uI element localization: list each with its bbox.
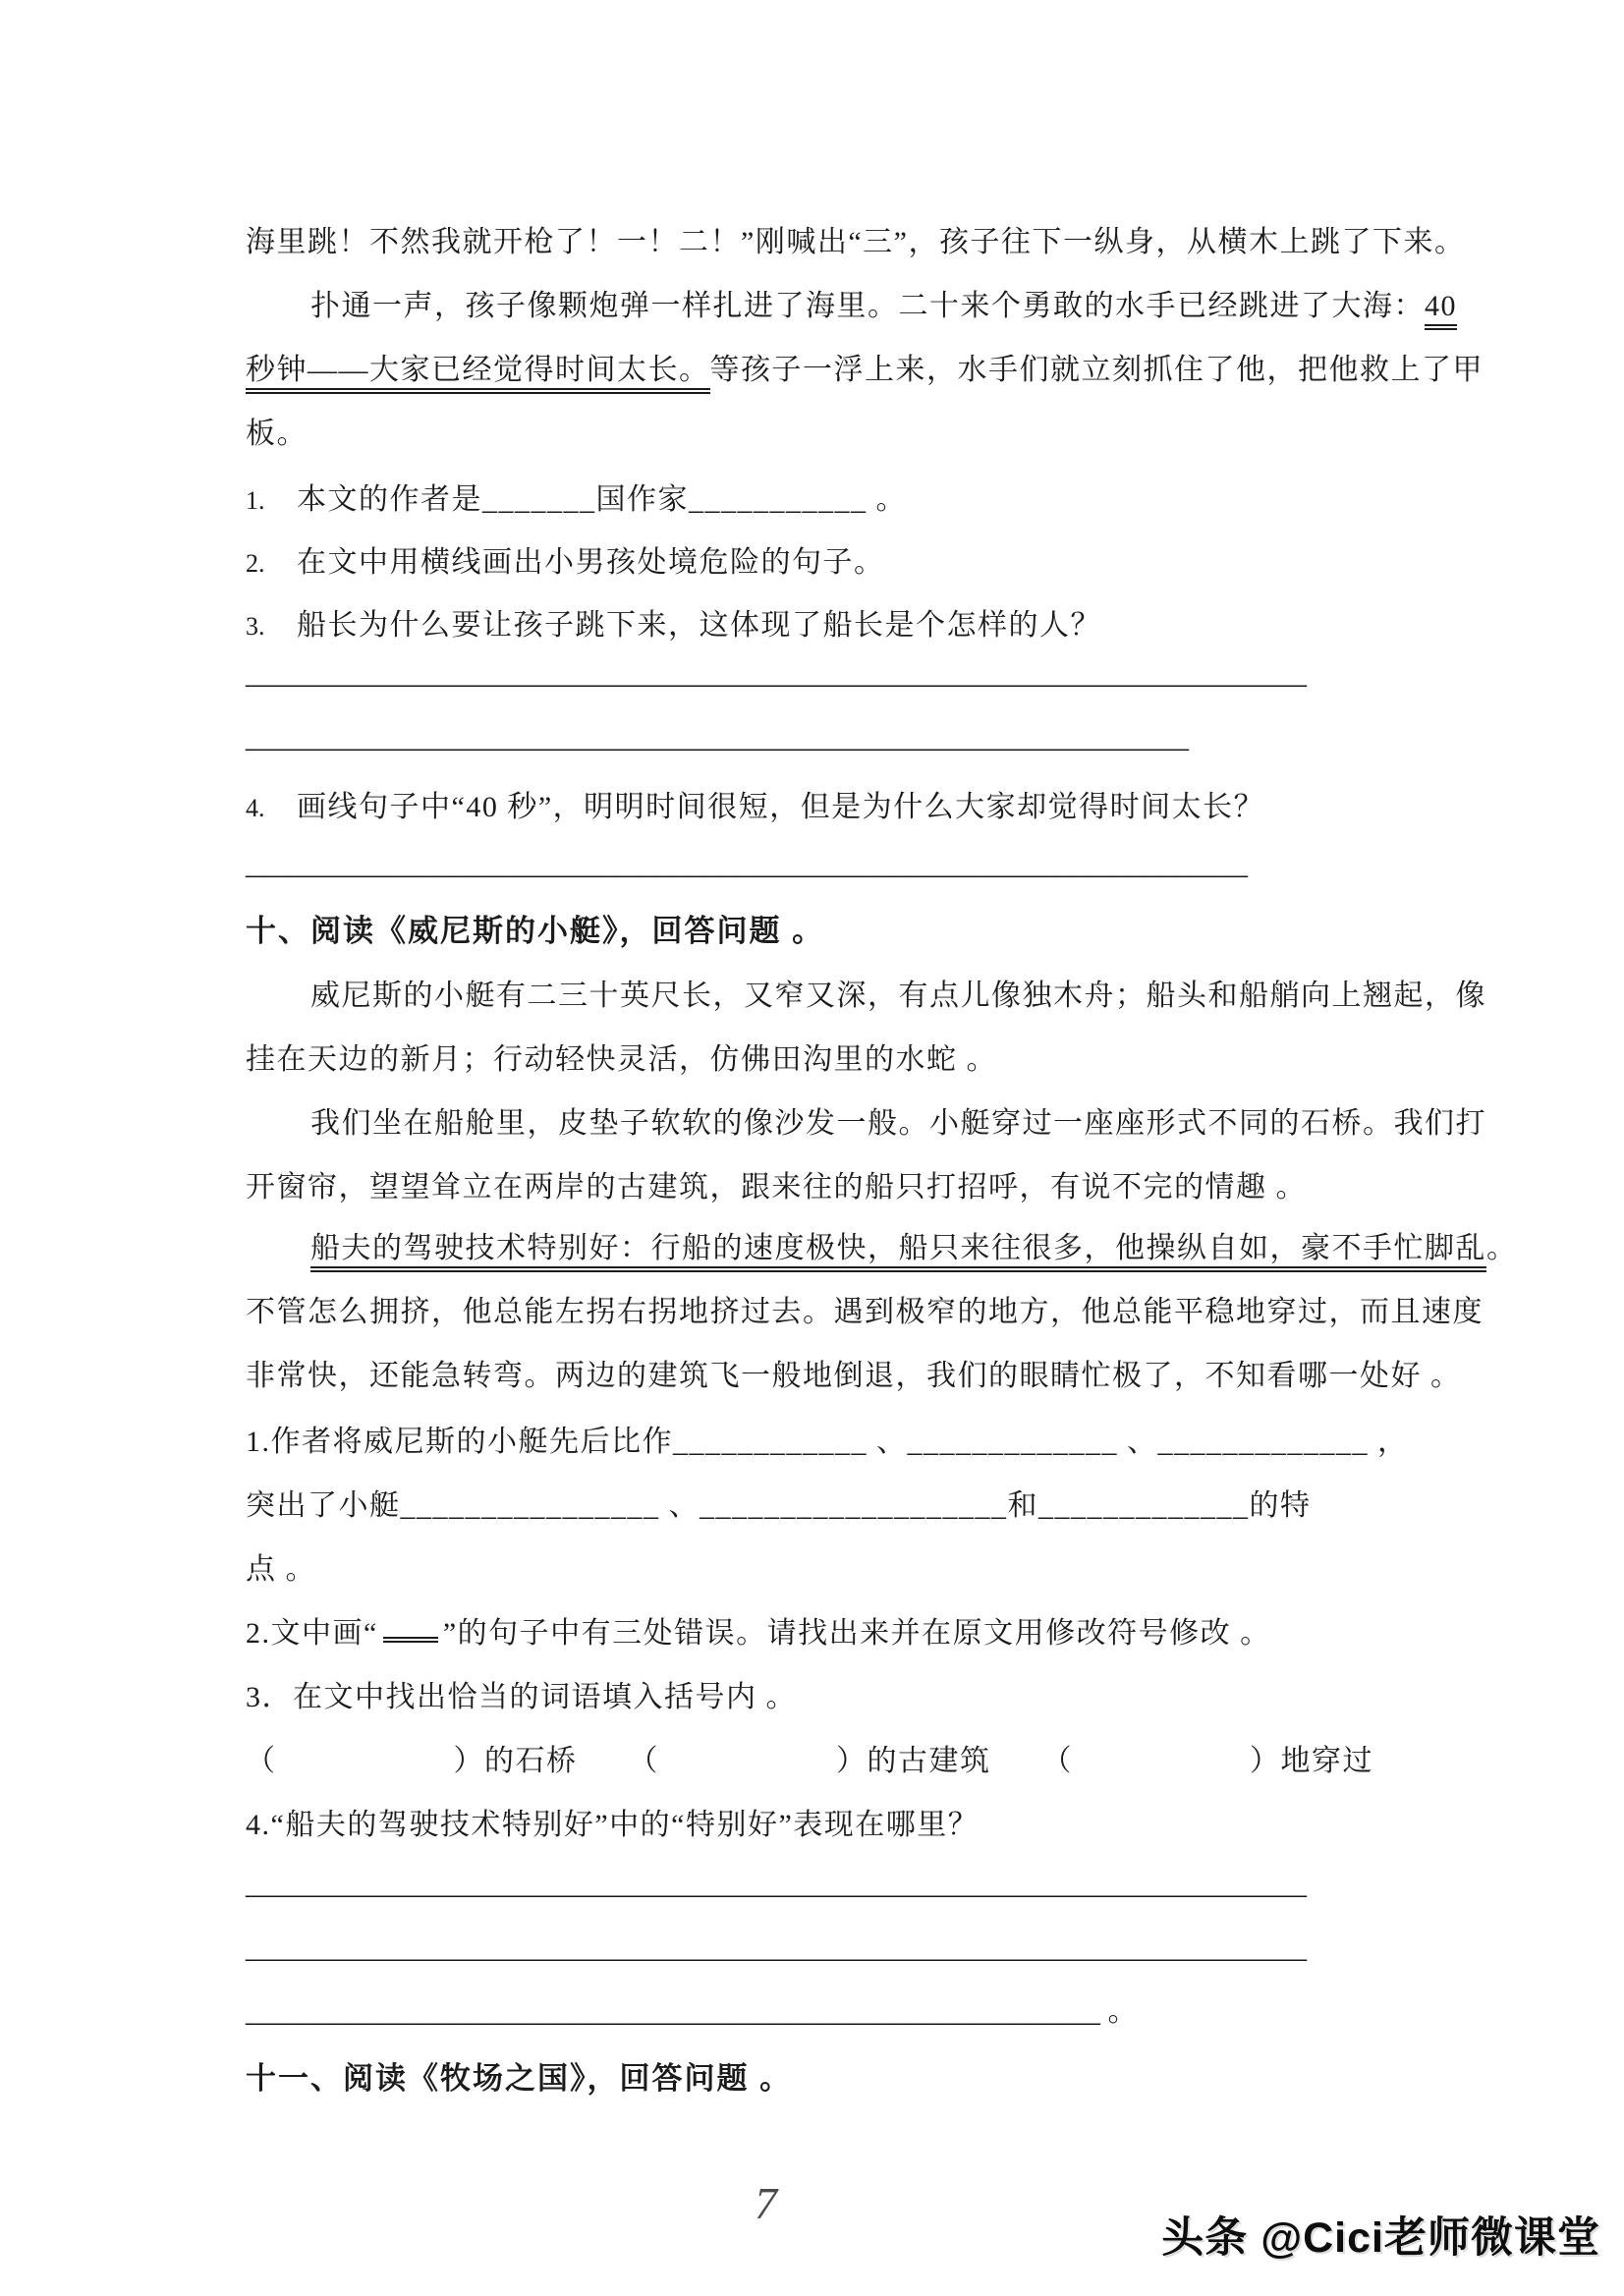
answer-blank-line [246,652,1307,696]
question-text: 4.“船夫的驾驶技术特别好”中的“特别好”表现在哪里？ [246,1809,980,1841]
heading-text: 十、阅读《威尼斯的小艇》，回答问题 。 [246,914,825,948]
text-segment: 威尼斯的小艇有二三十英尺长，又窄又深，有点儿像独木舟；船头和船艄向上翘起，像 [310,980,1486,1012]
jump-question-3 [246,604,1101,648]
question-text: 3．在文中找出恰当的词语填入括号内 。 [246,1681,797,1713]
venice-question-2 [246,1612,1271,1655]
text-segment: 扑通一声，孩子像颗炮弹一样扎进了海里。二十来个勇敢的水手已经跳进了大海： [310,290,1425,322]
venice-question-4 [246,1804,979,1847]
answer-blank-line [246,1927,1307,1970]
venice-bracket-fill-line [246,1740,1373,1783]
answer-blank-line [246,843,1248,886]
bracket-label: 的古建筑 [867,1745,991,1777]
blank-underscores: ____________________________________________________________________ [246,848,1248,880]
text-segment: 我们坐在船舱里，皮垫子软软的像沙发一般。小艇穿过一座座形式不同的石桥。我们打 [310,1107,1486,1140]
text-segment: 开窗帘，望望耸立在两岸的古建筑，跟来往的船只打招呼，有说不完的情趣 。 [246,1171,1307,1204]
question-text: 突出了小艇________________ 、___________________和_____________的特 [246,1489,1312,1522]
paren-close: ） [836,1745,868,1777]
double-underline-mark [383,1631,438,1643]
question-text: 船长为什么要让孩子跳下来，这体现了船长是个怎样的人？ [297,609,1101,642]
text-segment: 非常快，还能急转弯。两边的建筑飞一般地倒退，我们的眼睛忙极了，不知看哪一处好 。 [246,1360,1462,1392]
passage-venice-line-4 [246,1166,1307,1209]
blank-underscores: ________________________________________________________________ [246,721,1189,754]
venice-question-1-line-3 [246,1548,316,1592]
text-segment: 。 [1486,1232,1518,1264]
passage-venice-line-5 [310,1227,1518,1270]
double-underlined-sentence: 秒钟——大家已经觉得时间太长。 [246,354,710,394]
double-underlined-40: 40 [1425,290,1457,330]
blank-underscores: ________________________________________________________________________ [246,1868,1307,1900]
answer-blank-line [246,1990,1138,2034]
question-number: 3. [246,612,265,641]
paren-close: ） [1250,1745,1281,1777]
paren-close: ） [453,1745,484,1777]
blank-underscores: ________________________________________________________________________ [246,657,1307,690]
question-number: 1. [246,486,265,515]
answer-blank-line [246,1863,1307,1906]
passage-venice-line-1 [310,975,1486,1018]
question-text: 画线句子中“40 秒”，明明时间很短，但是为什么大家却觉得时间太长？ [297,791,1265,823]
text-segment: 板。 [246,418,308,450]
question-text: 在文中用横线画出小男孩处境危险的句子。 [297,546,885,579]
answer-blank-line [246,716,1189,759]
paren-open: （ [628,1745,659,1777]
question-text: 点 。 [246,1553,316,1586]
bracket-label: 地穿过 [1280,1745,1373,1777]
blank-end-period: 。 [1107,1995,1138,2028]
section-10-heading [246,910,824,953]
venice-question-1-line-1 [246,1421,1409,1464]
text-segment: 不管怎么拥挤，他总能左拐右拐地挤过去。遇到极窄的地方，他总能平稳地穿过，而且速度 [246,1296,1484,1328]
passage-jump-line-3 [246,349,1484,392]
question-text: 1.作者将威尼斯的小艇先后比作____________ 、_____________ 、_____________ ， [246,1426,1409,1458]
passage-venice-line-7 [246,1355,1462,1398]
bracket-label: 的石桥 [484,1745,578,1777]
question-text: 2.文中画“ [246,1617,378,1650]
blank-underscores: ________________________________________________________________________ [246,1932,1307,1964]
paren-open: （ [246,1745,277,1777]
text-segment: 挂在天边的新月；行动轻快灵活，仿佛田沟里的水蛇 。 [246,1043,997,1076]
passage-venice-line-2 [246,1038,997,1082]
passage-venice-line-3 [310,1102,1486,1146]
jump-question-4 [246,786,1264,830]
double-underlined-sentence: 船夫的驾驶技术特别好：行船的速度极快，船只来往很多，他操纵自如，豪不手忙脚乱 [310,1232,1486,1272]
paren-open: （ [1041,1745,1073,1777]
page-number: 7 [755,2178,777,2228]
venice-question-1-line-2 [246,1484,1312,1528]
passage-jump-line-1 [246,221,1465,264]
jump-question-1 [246,478,907,523]
blank-underscores: __________________________________________________________ [246,1995,1100,2028]
section-11-heading [246,2057,792,2100]
passage-venice-line-6 [246,1291,1484,1334]
text-segment: 海里跳！不然我就开枪了！一！二！”刚喊出“三”，孩子往下一纵身，从横木上跳了下来。 [246,226,1466,258]
question-text: 本文的作者是_______国作家___________ 。 [297,483,907,516]
question-number: 4. [246,794,265,822]
passage-jump-line-4 [246,413,308,456]
jump-question-2 [246,541,885,586]
passage-jump-line-2 [310,285,1457,328]
heading-text: 十一、阅读《牧场之国》，回答问题 。 [246,2061,793,2096]
watermark-text: 头条 @Cici老师微课堂 [1161,2214,1600,2262]
venice-question-3 [246,1676,797,1719]
text-segment: 等孩子一浮上来，水手们就立刻抓住了他，把他救上了甲 [709,354,1484,386]
question-text: ”的句子中有三处错误。请找出来并在原文用修改符号修改 。 [442,1617,1271,1650]
question-number: 2. [246,549,265,578]
